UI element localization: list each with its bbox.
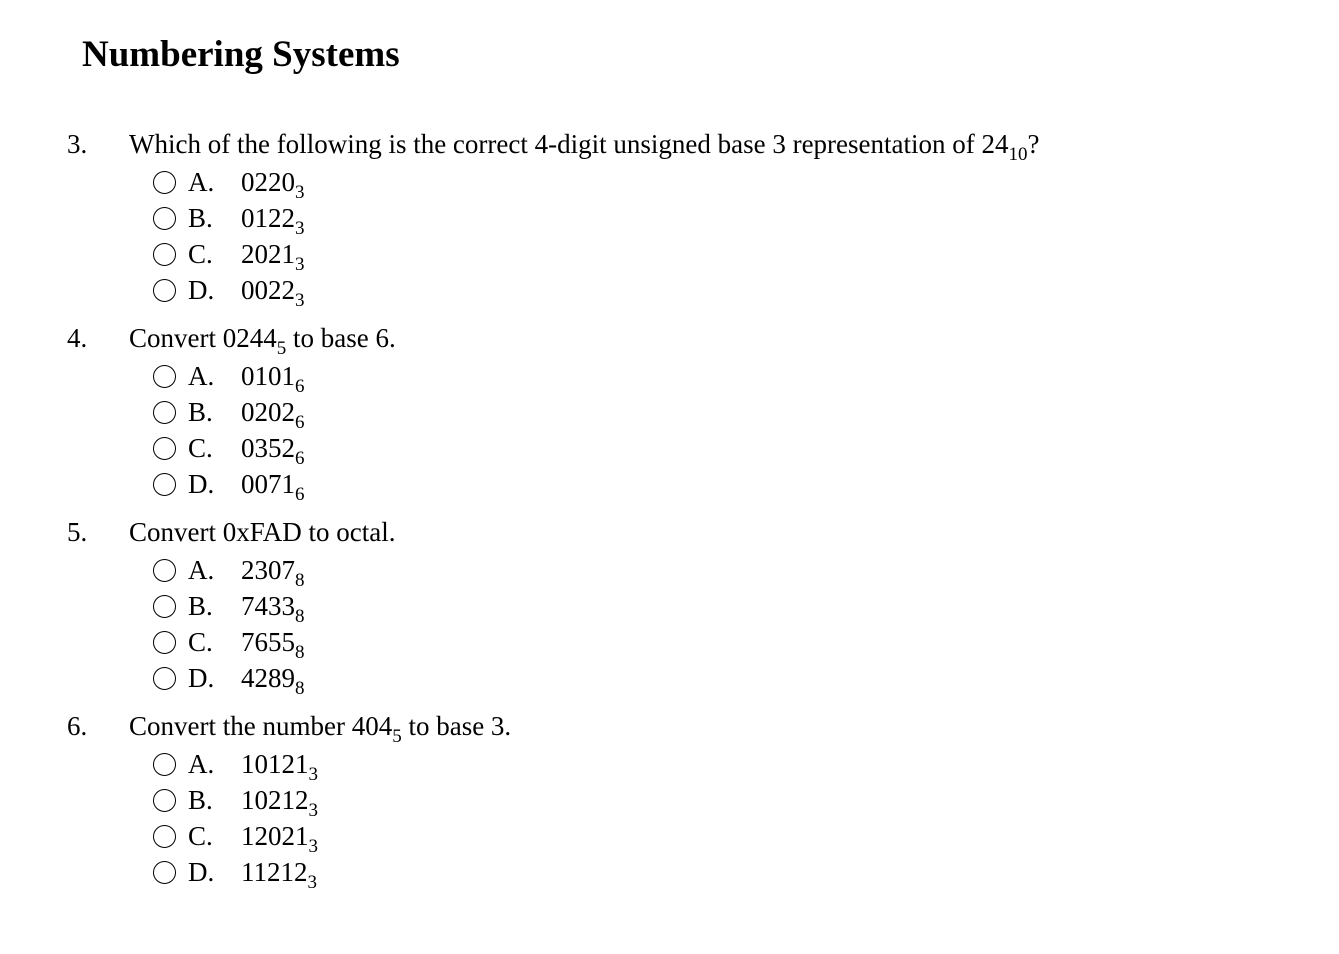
option-value: 0220 xyxy=(241,167,295,197)
radio-button[interactable] xyxy=(153,473,176,496)
option-value: 10212 xyxy=(241,785,309,815)
option-value: 11212 xyxy=(241,857,308,887)
option-c[interactable] xyxy=(67,430,1267,469)
question-5 xyxy=(67,512,1267,699)
option-c[interactable] xyxy=(67,624,1267,663)
option-a[interactable] xyxy=(67,746,1267,785)
question-prompt xyxy=(67,512,1267,552)
question-subscript: 10 xyxy=(1008,144,1028,165)
option-value: 7655 xyxy=(241,627,295,657)
option-letter: A. xyxy=(188,555,215,585)
question-number: 4. xyxy=(67,323,88,353)
page-title: Numbering Systems xyxy=(82,34,400,75)
question-text-end: ? xyxy=(1027,129,1040,159)
option-value: 2307 xyxy=(241,555,295,585)
option-base: 6 xyxy=(295,448,305,469)
radio-button[interactable] xyxy=(153,825,176,848)
option-letter: C. xyxy=(188,821,213,851)
radio-button[interactable] xyxy=(153,667,176,690)
option-b[interactable] xyxy=(67,200,1267,239)
answer-options xyxy=(67,746,1267,893)
option-base: 3 xyxy=(307,872,317,893)
option-letter: B. xyxy=(188,785,213,815)
option-a[interactable] xyxy=(67,358,1267,397)
radio-button[interactable] xyxy=(153,789,176,812)
question-text: Convert 0xFAD to octal. xyxy=(129,517,396,547)
option-base: 6 xyxy=(295,412,305,433)
option-b[interactable] xyxy=(67,588,1267,627)
option-d[interactable] xyxy=(67,466,1267,505)
radio-button[interactable] xyxy=(153,171,176,194)
radio-button[interactable] xyxy=(153,595,176,618)
question-text-end: to base 3. xyxy=(401,711,512,741)
question-3 xyxy=(67,124,1267,311)
radio-button[interactable] xyxy=(153,631,176,654)
option-value: 2021 xyxy=(241,239,295,269)
option-letter: C. xyxy=(188,627,213,657)
option-b[interactable] xyxy=(67,782,1267,821)
option-value: 0101 xyxy=(241,361,295,391)
option-letter: A. xyxy=(188,361,215,391)
option-base: 8 xyxy=(295,642,305,663)
option-d[interactable] xyxy=(67,660,1267,699)
option-letter: B. xyxy=(188,203,213,233)
radio-button[interactable] xyxy=(153,279,176,302)
radio-button[interactable] xyxy=(153,207,176,230)
option-base: 6 xyxy=(295,484,305,505)
question-text-end: to base 6. xyxy=(286,323,396,353)
option-letter: C. xyxy=(188,433,213,463)
option-letter: C. xyxy=(188,239,213,269)
question-4 xyxy=(67,318,1267,505)
option-base: 8 xyxy=(295,570,305,591)
option-base: 3 xyxy=(295,290,305,311)
option-c[interactable] xyxy=(67,236,1267,275)
question-prompt xyxy=(67,124,1267,164)
question-number: 5. xyxy=(67,517,88,547)
option-base: 8 xyxy=(295,606,305,627)
option-value: 0202 xyxy=(241,397,295,427)
option-letter: A. xyxy=(188,749,215,779)
question-number: 6. xyxy=(67,711,88,741)
option-d[interactable] xyxy=(67,854,1267,893)
option-value: 10121 xyxy=(241,749,309,779)
question-text: Convert the number 404 xyxy=(129,711,393,741)
option-letter: D. xyxy=(188,663,215,693)
option-letter: D. xyxy=(188,857,215,887)
option-value: 0122 xyxy=(241,203,295,233)
option-value: 7433 xyxy=(241,591,295,621)
option-base: 3 xyxy=(295,218,305,239)
question-number: 3. xyxy=(67,129,88,159)
option-letter: B. xyxy=(188,397,213,427)
option-b[interactable] xyxy=(67,394,1267,433)
option-base: 3 xyxy=(308,800,318,821)
answer-options xyxy=(67,358,1267,505)
question-subscript: 5 xyxy=(276,338,287,359)
option-base: 3 xyxy=(295,182,305,203)
radio-button[interactable] xyxy=(153,437,176,460)
option-a[interactable] xyxy=(67,164,1267,203)
option-value: 12021 xyxy=(241,821,309,851)
question-prompt xyxy=(67,318,1267,358)
question-text: Convert 0244 xyxy=(129,323,277,353)
radio-button[interactable] xyxy=(153,753,176,776)
question-6 xyxy=(67,706,1267,893)
option-a[interactable] xyxy=(67,552,1267,591)
option-base: 8 xyxy=(295,678,305,699)
radio-button[interactable] xyxy=(153,243,176,266)
question-prompt xyxy=(67,706,1267,746)
option-letter: A. xyxy=(188,167,215,197)
option-d[interactable] xyxy=(67,272,1267,311)
option-value: 0022 xyxy=(241,275,295,305)
answer-options xyxy=(67,552,1267,699)
option-base: 6 xyxy=(295,376,305,397)
option-value: 0352 xyxy=(241,433,295,463)
radio-button[interactable] xyxy=(153,861,176,884)
option-letter: D. xyxy=(188,275,215,305)
question-subscript: 5 xyxy=(392,726,402,747)
option-letter: D. xyxy=(188,469,215,499)
answer-options xyxy=(67,164,1267,311)
option-base: 3 xyxy=(308,836,318,857)
option-letter: B. xyxy=(188,591,213,621)
option-base: 3 xyxy=(308,764,318,785)
option-base: 3 xyxy=(295,254,305,275)
question-text: Which of the following is the correct 4-digit unsigned base 3 representation of 24 xyxy=(129,129,1009,159)
option-c[interactable] xyxy=(67,818,1267,857)
option-value: 4289 xyxy=(241,663,295,693)
radio-button[interactable] xyxy=(153,559,176,582)
radio-button[interactable] xyxy=(153,365,176,388)
radio-button[interactable] xyxy=(153,401,176,424)
option-value: 0071 xyxy=(241,469,295,499)
